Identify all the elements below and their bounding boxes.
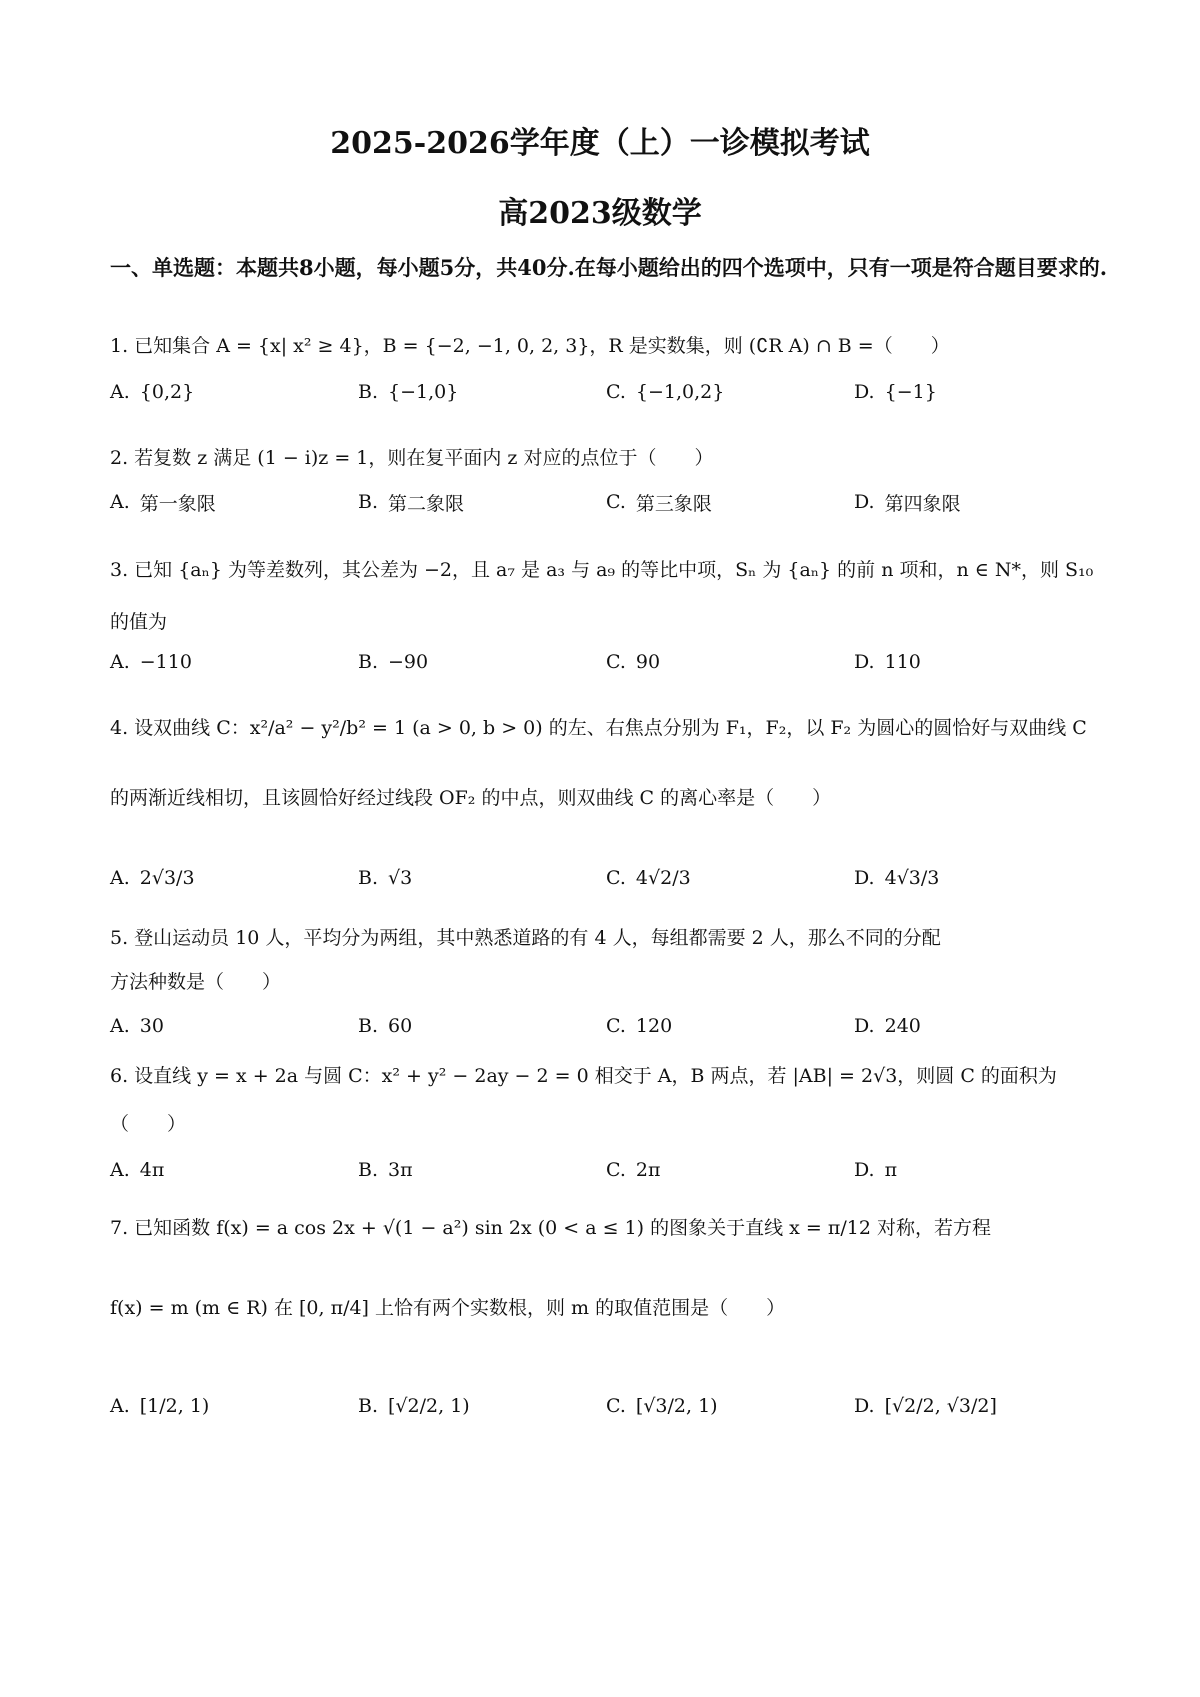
question-5-option-a (110, 996, 164, 1056)
question-7-options (110, 1376, 1110, 1436)
question-1-option-c (606, 362, 724, 422)
question-7-option-c (606, 1376, 718, 1436)
option-text: [√2/2, 1) (388, 1395, 470, 1417)
option-label: C. (606, 1159, 626, 1181)
option-text: 90 (635, 651, 661, 673)
option-label: C. (606, 867, 626, 889)
option-label: C. (606, 1015, 626, 1037)
option-label: A. (110, 1015, 130, 1037)
option-text: {−1,0} (388, 381, 459, 403)
option-text: 110 (884, 651, 921, 673)
option-label: B. (358, 491, 379, 513)
option-text: [1/2, 1) (139, 1395, 210, 1417)
option-text: 60 (388, 1015, 413, 1037)
question-4-options (110, 848, 1110, 908)
question-2-option-b (358, 472, 464, 532)
question-3-option-a (110, 632, 192, 692)
exam-title: 2025-2026学年度（上）一诊模拟考试 (330, 126, 870, 161)
option-label: C. (606, 491, 626, 513)
option-label: C. (606, 1395, 626, 1417)
option-text: −110 (139, 651, 192, 673)
option-label: B. (358, 1395, 379, 1417)
option-text: −90 (388, 651, 429, 673)
option-label: C. (606, 651, 626, 673)
option-text: 120 (635, 1015, 673, 1037)
question-1-options (110, 362, 1110, 422)
question-6-options (110, 1140, 1110, 1200)
option-text: 30 (139, 1015, 164, 1037)
option-label: B. (358, 867, 379, 889)
option-label: A. (110, 381, 130, 403)
option-label: D. (854, 491, 875, 513)
question-3-options (110, 632, 1110, 692)
option-label: A. (110, 1395, 130, 1417)
question-3-stem-line-2: 的值为 (110, 611, 168, 633)
option-label: B. (358, 651, 379, 673)
option-label: A. (110, 867, 130, 889)
section-heading: 一、单选题：本题共8小题，每小题5分，共40分.在每小题给出的四个选项中，只有一项是符合题目要求的. (110, 255, 1108, 280)
option-label: B. (358, 1015, 379, 1037)
option-label: D. (854, 651, 875, 673)
option-text: 2√3/3 (139, 867, 195, 889)
option-label: B. (358, 1159, 379, 1181)
question-3-option-b (358, 632, 428, 692)
option-text: [√2/2, √3/2] (884, 1395, 997, 1417)
option-text: 第二象限 (388, 492, 465, 515)
option-text: π (884, 1159, 898, 1181)
option-label: A. (110, 491, 130, 513)
question-6-option-a (110, 1140, 164, 1200)
question-2-option-a (110, 472, 216, 532)
question-4-option-a (110, 848, 195, 908)
question-3-stem-line-1: 3. 已知 {aₙ} 为等差数列，其公差为 −2，且 a₇ 是 a₃ 与 a₉ 的等比中项，Sₙ 为 {aₙ} 的前 n 项和，n ∈ N*，则 S₁₀ (110, 559, 1094, 581)
option-text: 4√3/3 (884, 867, 940, 889)
option-text: 第一象限 (139, 492, 216, 515)
question-7-stem-line-1: 7. 已知函数 f(x) = a cos 2x + √(1 − a²) sin 2x (0 < a ≤ 1) 的图象关于直线 x = π/12 对称，若方程 (110, 1217, 991, 1239)
question-4-stem-line-2: 的两渐近线相切，且该圆恰好经过线段 OF₂ 的中点，则双曲线 C 的离心率是（ ） (110, 787, 832, 809)
option-text: {0,2} (139, 381, 195, 403)
option-label: D. (854, 381, 875, 403)
option-text: 第四象限 (884, 492, 961, 515)
question-5-options (110, 996, 1110, 1056)
question-1-option-d (854, 362, 937, 422)
question-5-option-d (854, 996, 921, 1056)
option-label: D. (854, 867, 875, 889)
question-6-option-d (854, 1140, 897, 1200)
question-6-stem-line-1: 6. 设直线 y = x + 2a 与圆 C：x² + y² − 2ay − 2 = 0 相交于 A，B 两点，若 |AB| = 2√3，则圆 C 的面积为 (110, 1065, 1057, 1087)
question-1-option-a (110, 362, 194, 422)
option-label: C. (606, 381, 626, 403)
option-text: 第三象限 (635, 492, 712, 515)
question-4-stem-line-1: 4. 设双曲线 C：x²/a² − y²/b² = 1 (a > 0, b > 0) 的左、右焦点分别为 F₁，F₂，以 F₂ 为圆心的圆恰好与双曲线 C (110, 717, 1087, 739)
question-7-stem-line-2: f(x) = m (m ∈ R) 在 [0, π/4] 上恰有两个实数根，则 m 的取值范围是（ ） (110, 1297, 786, 1319)
option-text: 240 (884, 1015, 921, 1037)
option-text: 3π (388, 1159, 413, 1181)
question-2-option-c (606, 472, 712, 532)
option-label: D. (854, 1159, 875, 1181)
option-label: D. (854, 1395, 875, 1417)
question-6-stem-line-2: （ ） (110, 1113, 187, 1135)
option-label: B. (358, 381, 379, 403)
question-5-option-c (606, 996, 672, 1056)
question-3-option-d (854, 632, 921, 692)
question-2-options (110, 472, 1110, 532)
option-text: {−1,0,2} (635, 381, 725, 403)
exam-subtitle: 高2023级数学 (498, 196, 702, 231)
option-label: A. (110, 1159, 130, 1181)
option-text: [√3/2, 1) (635, 1395, 718, 1417)
option-label: A. (110, 651, 130, 673)
question-4-option-b (358, 848, 412, 908)
option-label: D. (854, 1015, 875, 1037)
question-7-option-b (358, 1376, 470, 1436)
question-2-stem: 2. 若复数 z 满足 (1 − i)z = 1，则在复平面内 z 对应的点位于（ ） (110, 447, 714, 469)
option-text: √3 (388, 867, 413, 889)
question-4-option-d (854, 848, 939, 908)
question-1-stem: 1. 已知集合 A = {x| x² ≥ 4}，B = {−2, −1, 0, 2, 3}，R 是实数集，则 (∁R A) ∩ B =（ ） (110, 335, 950, 357)
question-6-option-b (358, 1140, 413, 1200)
question-1-option-b (358, 362, 458, 422)
option-text: 2π (635, 1159, 661, 1181)
question-5-stem-line-2: 方法种数是（ ） (110, 971, 282, 993)
option-text: {−1} (884, 381, 937, 403)
option-text: 4√2/3 (635, 867, 691, 889)
question-7-option-a (110, 1376, 209, 1436)
question-4-option-c (606, 848, 691, 908)
question-3-option-c (606, 632, 660, 692)
option-text: 4π (139, 1159, 165, 1181)
question-5-stem-line-1: 5. 登山运动员 10 人，平均分为两组，其中熟悉道路的有 4 人，每组都需要 2 人，那么不同的分配 (110, 927, 941, 949)
question-2-option-d (854, 472, 961, 532)
question-6-option-c (606, 1140, 660, 1200)
question-7-option-d (854, 1376, 997, 1436)
question-5-option-b (358, 996, 412, 1056)
